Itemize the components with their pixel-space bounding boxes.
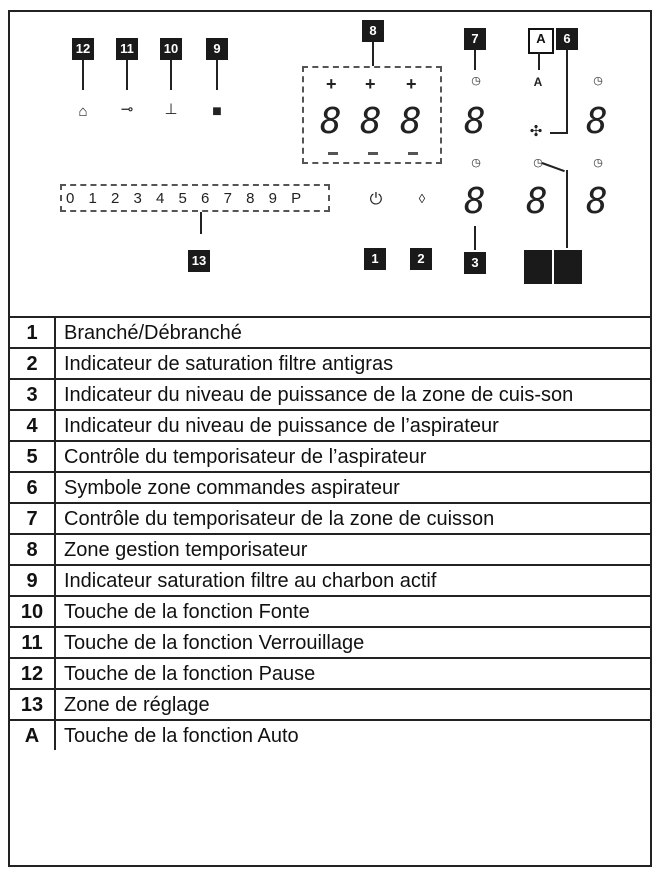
hood-level-digit: 8 — [586, 181, 608, 222]
legend-key: 9 — [10, 566, 56, 595]
legend-text: Contrôle du temporisateur de l’aspirateur — [64, 446, 427, 468]
lock-key-icon: ⊸ — [120, 101, 134, 118]
legend-row — [10, 380, 650, 411]
legend-text: Branché/Débranché — [64, 322, 242, 344]
leader-line — [200, 212, 202, 234]
callout-4 — [524, 250, 552, 284]
legend-row — [10, 318, 650, 349]
legend-key: 7 — [10, 504, 56, 533]
legend-row — [10, 566, 650, 597]
legend-key: 2 — [10, 349, 56, 378]
legend-key: 13 — [10, 690, 56, 719]
callout-1: 1 — [364, 248, 386, 270]
leader-line — [566, 170, 568, 248]
hood-timer-digit: 8 — [586, 101, 608, 142]
legend-key: A — [10, 721, 56, 750]
minus-icon — [368, 152, 378, 155]
callout-13: 13 — [188, 250, 210, 272]
legend-row — [10, 535, 650, 566]
leader-line — [170, 60, 172, 90]
callout-6: 6 — [556, 28, 578, 50]
minus-icon — [408, 152, 418, 155]
callout-12: 12 — [72, 38, 94, 60]
leader-line — [474, 226, 476, 250]
leader-line — [538, 52, 540, 70]
legend-key: 3 — [10, 380, 56, 409]
legend-row — [10, 690, 650, 721]
legend-text: Symbole zone commandes aspirateur — [64, 477, 400, 499]
callout-2: 2 — [410, 248, 432, 270]
legend-text: Contrôle du temporisateur de la zone de cuisson — [64, 508, 495, 530]
timer-icon: ◷ — [593, 157, 603, 169]
timer-digit: 8 — [360, 101, 382, 142]
legend-key: 11 — [10, 628, 56, 657]
callout-a: A — [528, 28, 554, 54]
legend-table — [10, 318, 650, 750]
legend-key: 1 — [10, 318, 56, 347]
callout-11: 11 — [116, 38, 138, 60]
legend-text: Indicateur saturation filtre au charbon actif — [64, 570, 437, 592]
plus-icon: + — [365, 74, 376, 94]
plus-icon: + — [326, 74, 337, 94]
legend-key: 12 — [10, 659, 56, 688]
legend-row — [10, 473, 650, 504]
auto-key-icon: A — [533, 75, 543, 89]
legend-row — [10, 411, 650, 442]
charcoal-filter-icon: ■ — [212, 103, 222, 120]
setting-scale: 0 1 2 3 4 5 6 7 8 9 P — [66, 190, 307, 207]
legend-row — [10, 442, 650, 473]
timer-icon: ◷ — [593, 75, 603, 87]
legend-row — [10, 597, 650, 628]
legend-key: 4 — [10, 411, 56, 440]
cooking-timer-digit: 8 — [464, 101, 486, 142]
legend-text: Touche de la fonction Fonte — [64, 601, 310, 623]
callout-5 — [554, 250, 582, 284]
legend-row — [10, 721, 650, 750]
cooking-power-digit: 8 — [464, 181, 486, 222]
legend-text: Indicateur du niveau de puissance de l’aspirateur — [64, 415, 499, 437]
control-panel-diagram — [10, 12, 650, 318]
legend-text: Touche de la fonction Pause — [64, 663, 316, 685]
legend-key: 8 — [10, 535, 56, 564]
legend-key: 6 — [10, 473, 56, 502]
legend-text: Zone de réglage — [64, 694, 210, 716]
legend-row — [10, 659, 650, 690]
plus-icon: + — [406, 74, 417, 94]
melt-icon: ⊥ — [164, 101, 178, 118]
legend-row — [10, 628, 650, 659]
callout-7: 7 — [464, 28, 486, 50]
legend-text: Zone gestion temporisateur — [64, 539, 308, 561]
timer-icon: ◷ — [471, 157, 481, 169]
legend-text: Touche de la fonction Verrouillage — [64, 632, 365, 654]
diagram-frame — [8, 10, 652, 867]
legend-text: Touche de la fonction Auto — [64, 725, 299, 747]
legend-text: Indicateur de saturation filtre antigras — [64, 353, 394, 375]
timer-digit: 8 — [400, 101, 422, 142]
callout-10: 10 — [160, 38, 182, 60]
legend-row — [10, 504, 650, 535]
timer-icon: ◷ — [533, 157, 543, 169]
leader-line — [82, 60, 84, 90]
power-icon: ⏻ — [369, 191, 383, 208]
timer-icon: ◷ — [471, 75, 481, 87]
leader-line — [216, 60, 218, 90]
leader-line — [566, 50, 568, 134]
legend-key: 5 — [10, 442, 56, 471]
callout-8: 8 — [362, 20, 384, 42]
hood-power-digit: 8 — [526, 181, 548, 222]
minus-icon — [328, 152, 338, 155]
leader-line — [550, 132, 566, 134]
callout-9: 9 — [206, 38, 228, 60]
legend-row — [10, 349, 650, 380]
pause-icon: ⌂ — [78, 103, 88, 120]
legend-key: 10 — [10, 597, 56, 626]
leader-line — [474, 50, 476, 70]
fan-icon: ✣ — [529, 123, 543, 140]
legend-text: Indicateur du niveau de puissance de la zone de cuis-son — [64, 384, 574, 406]
leader-line — [126, 60, 128, 90]
grease-filter-icon: ◊ — [418, 191, 426, 206]
timer-digit: 8 — [320, 101, 342, 142]
leader-line — [372, 42, 374, 66]
callout-3: 3 — [464, 252, 486, 274]
